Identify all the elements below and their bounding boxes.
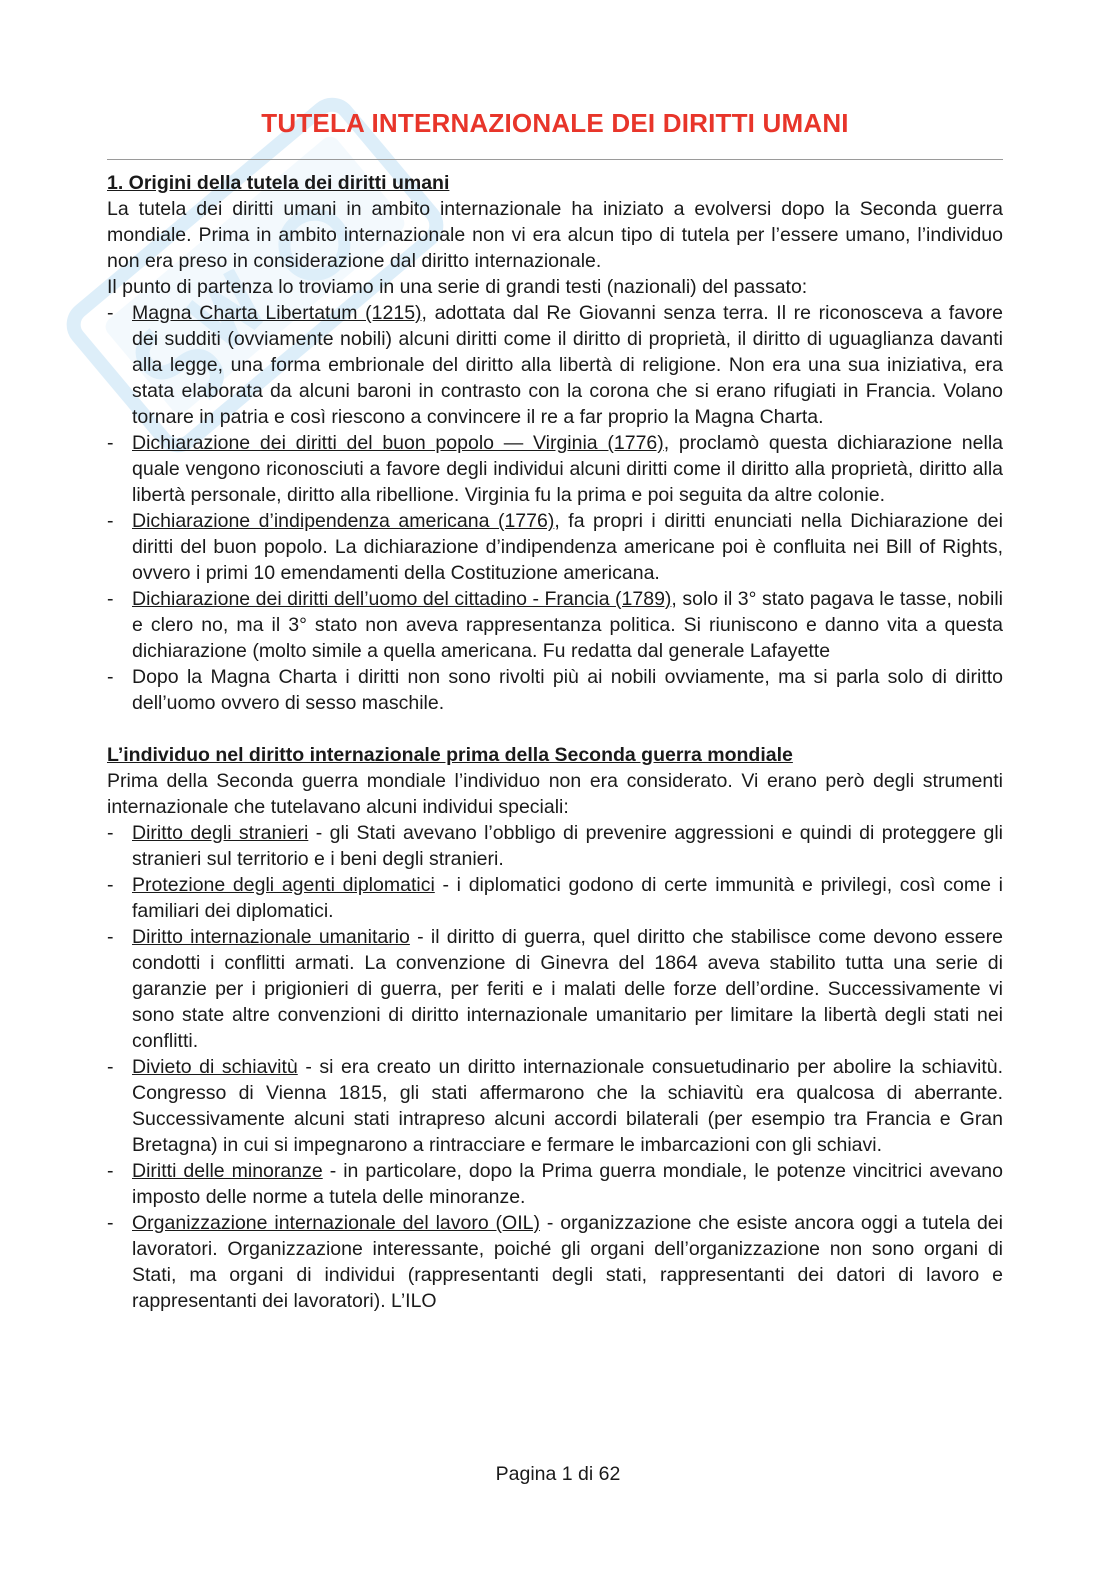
item-title: Dichiarazione dei diritti del buon popolo — Virginia (1776) [132, 432, 664, 454]
section-heading-individuo: L’individuo nel diritto internazionale prima della Seconda guerra mondiale [107, 744, 793, 766]
item-title: Divieto di schiavitù [132, 1056, 298, 1078]
item-text: - il diritto di guerra, quel diritto che stabilisce come devono essere condotti i conflitti armati. La convenzione di Ginevra del 1864 aveva stabilito tutta una serie di garanzie per i prigionieri di guerra, per feriti e i malati delle forze dell’ordine. Successivamente vi sono state altre convenzioni di diritto internazionale umanitario per limitare la libertà degli stati nei conflitti. [132, 926, 1003, 1052]
list-item [107, 872, 1003, 924]
list-item [107, 430, 1003, 508]
item-text: - gli Stati avevano l’obbligo di prevenire aggressioni e quindi di proteggere gli stranieri sul territorio e i beni degli stranieri. [132, 822, 1004, 870]
section2-list [107, 820, 1003, 1314]
item-title: Diritto internazionale umanitario [132, 926, 410, 948]
item-title: Dichiarazione dei diritti dell’uomo del cittadino - Francia (1789) [132, 588, 672, 610]
list-item [107, 586, 1003, 664]
section1-intro: La tutela dei diritti umani in ambito internazionale ha iniziato a evolversi dopo la Seconda guerra mondiale. Prima in ambito internazionale non vi era alcun tipo di tutela per l’essere umano, l’individuo non era preso in considerazione dal diritto internazionale. [107, 198, 1003, 272]
section2-intro: Prima della Seconda guerra mondiale l’individuo non era considerato. Vi erano però degli strumenti internazionale che tutelavano alcuni individui speciali: [107, 770, 1003, 818]
item-title: Organizzazione internazionale del lavoro (OIL) [132, 1212, 540, 1234]
item-title: Diritto degli stranieri [132, 822, 309, 844]
item-text: - in particolare, dopo la Prima guerra mondiale, le potenze vincitrici avevano imposto delle norme a tutela delle minoranze. [132, 1160, 1003, 1208]
document-page [107, 100, 1003, 1314]
list-item [107, 508, 1003, 586]
item-text: - si era creato un diritto internazionale consuetudinario per abolire la schiavitù. Congresso di Vienna 1815, gli stati affermarono che la schiavitù era qualcosa di aberrante. Successivamente alcuni stati intrapreso alcuni accordi bilaterali (per esempio tra Francia e Gran Bretagna) in cui si impegnarono a rintracciare e fermare le imbarcazioni con gli schiavi. [132, 1056, 1004, 1156]
page-number: Pagina 1 di 62 [495, 1463, 621, 1485]
item-title: Protezione degli agenti diplomatici [132, 874, 435, 896]
item-text: - organizzazione che esiste ancora oggi a tutela dei lavoratori. Organizzazione interessante, poiché gli organi dell’organizzazione non sono organi di Stati, ma organi di individui (rappresentanti degli stati, rappresentanti dei datori di lavoro e rappresentanti dei lavoratori). L’ILO [132, 1212, 1003, 1312]
item-text: , fa propri i diritti enunciati nella Dichiarazione dei diritti del buon popolo. La dichiarazione d’indipendenza americane poi è confluita nei Bill of Rights, ovvero i primi 10 emendamenti della Costituzione americana. [132, 510, 1003, 584]
item-title: Diritti delle minoranze [132, 1160, 323, 1182]
list-item [107, 924, 1003, 1054]
list-item [107, 300, 1003, 430]
list-item [107, 664, 1003, 716]
document-title: TUTELA INTERNAZIONALE DEI DIRITTI UMANI [261, 108, 849, 138]
list-item [107, 1158, 1003, 1210]
list-item [107, 1210, 1003, 1314]
item-text: , proclamò questa dichiarazione nella quale vengono riconosciuti a favore degli individui alcuni diritti come il diritto alla proprietà, diritto alla libertà personale, diritto alla ribellione. Virginia fu la prima e poi seguita da altre colonie. [132, 432, 1003, 506]
item-text: , solo il 3° stato pagava le tasse, nobili e clero no, ma il 3° stato non aveva rappresentanza politica. Si riuniscono e danno vita a questa dichiarazione (molto simile a quella americana. Fu redatta dal generale Lafayette [132, 588, 1003, 662]
list-item [107, 820, 1003, 872]
title-divider [107, 159, 1003, 160]
item-text: - i diplomatici godono di certe immunità e privilegi, così come i familiari dei diplomatici. [132, 874, 1003, 922]
item-text: , adottata dal Re Giovanni senza terra. Il re riconosceva a favore dei sudditi (ovviamente nobili) alcuni diritti come il diritto di proprietà, il diritto di uguaglianza davanti alla legge, una forma embrionale del diritto alla libertà di religione. Non era una sua iniziativa, era stata elaborata da alcuni baroni in contrasto con la corona che si erano rifugiati in Francia. Volano tornare in patria e così riescono a convincere il re a far proprio la Magna Charta. [132, 302, 1003, 428]
section-heading-origini: 1. Origini della tutela dei diritti umani [107, 172, 450, 194]
section1-lead: Il punto di partenza lo troviamo in una serie di grandi testi (nazionali) del passato: [107, 276, 808, 298]
item-title: Dichiarazione d’indipendenza americana (1776) [132, 510, 555, 532]
item-title: Magna Charta Libertatum (1215) [132, 302, 422, 324]
list-item [107, 1054, 1003, 1158]
section1-list [107, 300, 1003, 716]
item-text: Dopo la Magna Charta i diritti non sono rivolti più ai nobili ovviamente, ma si parla solo di diritto dell’uomo ovvero di sesso maschile. [132, 666, 1003, 714]
